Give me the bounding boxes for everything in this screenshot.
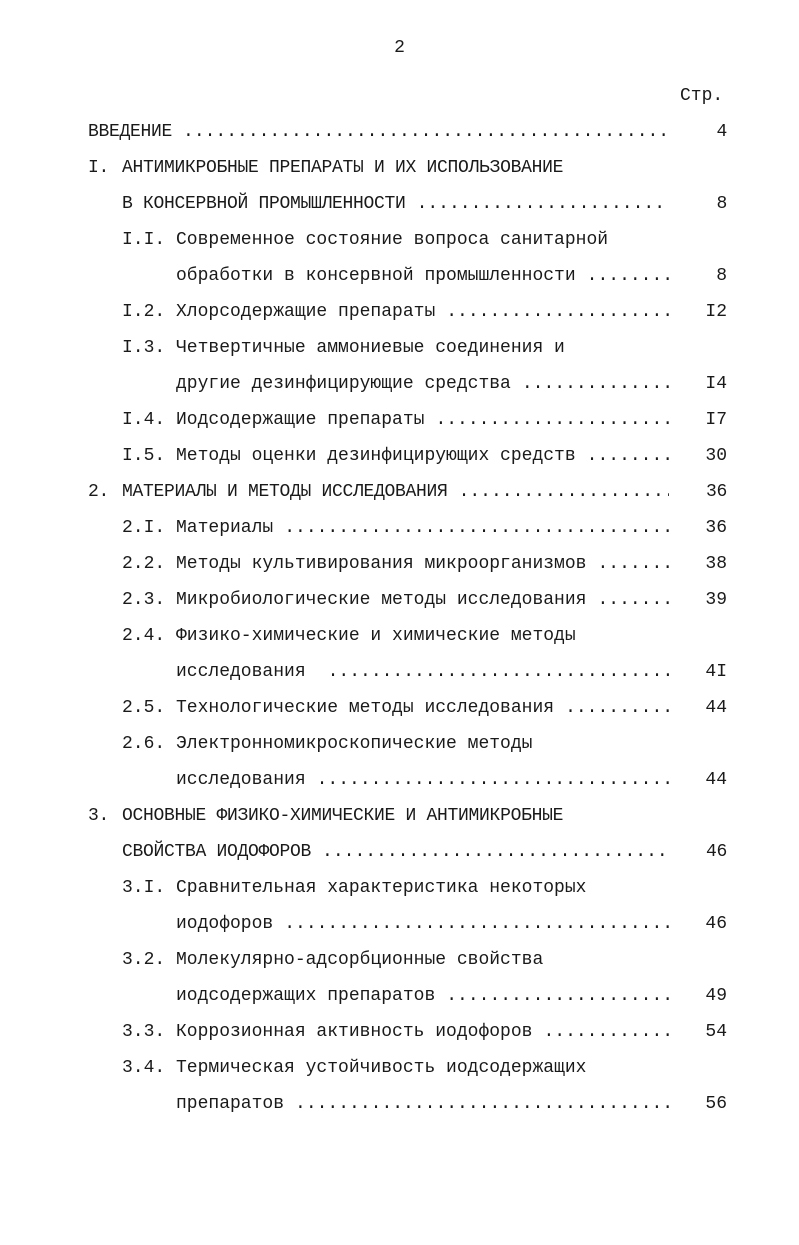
toc-entry-title: Современное состояние вопроса санитарной	[176, 230, 609, 250]
table-of-contents	[0, 114, 727, 1122]
toc-entry-title: Термическая устойчивость иодсодержащих	[176, 1058, 587, 1078]
dot-leader	[284, 510, 669, 546]
toc-entry-number: 3.2.	[122, 950, 166, 970]
toc-entry-number: 2.5.	[122, 698, 166, 718]
dot-leader	[446, 294, 669, 330]
dot-leader	[597, 582, 669, 618]
toc-section	[0, 618, 727, 654]
toc-entry-title-cont: В КОНСЕРВНОЙ ПРОМЫШЛЕННОСТИ	[122, 194, 406, 214]
toc-entry-title: Микробиологические методы исследования	[176, 590, 587, 610]
dot-leader	[317, 762, 669, 798]
dot-leader	[597, 546, 669, 582]
toc-entry-title: Иодсодержащие препараты	[176, 410, 425, 430]
toc-entry-title: Методы оценки дезинфицирующих средств	[176, 446, 576, 466]
dot-leader	[295, 1086, 669, 1122]
toc-entry-number: 3.	[88, 806, 110, 826]
toc-entry-title-cont: обработки в консервной промышленности	[176, 266, 576, 286]
toc-entry-title: Технологические методы исследования	[176, 698, 555, 718]
toc-section-continuation	[0, 906, 727, 942]
toc-section	[0, 870, 727, 906]
toc-entry-number: I.3.	[122, 338, 166, 358]
toc-entry-title: ВВЕДЕНИЕ	[88, 122, 173, 142]
dot-leader	[284, 906, 669, 942]
toc-section	[0, 582, 727, 618]
dot-leader	[543, 1014, 669, 1050]
toc-section	[0, 1050, 727, 1086]
toc-section-continuation	[0, 1086, 727, 1122]
toc-entry-title: Сравнительная характеристика некоторых	[176, 878, 587, 898]
toc-entry-page: 4	[716, 122, 727, 142]
toc-section	[0, 546, 727, 582]
toc-entry-page: 30	[705, 446, 727, 466]
dot-leader	[435, 402, 669, 438]
toc-section	[0, 942, 727, 978]
toc-entry-title: Молекулярно-адсорбционные свойства	[176, 950, 544, 970]
toc-entry-title: МАТЕРИАЛЫ И МЕТОДЫ ИССЛЕДОВАНИЯ	[122, 482, 448, 502]
toc-section	[0, 438, 727, 474]
dot-leader	[322, 834, 669, 870]
toc-entry-title: Четвертичные аммониевые соединения и	[176, 338, 565, 358]
toc-entry-page: I2	[705, 302, 727, 322]
toc-entry-number: 2.4.	[122, 626, 166, 646]
toc-entry-page: 4I	[705, 662, 727, 682]
toc-entry-title-cont: исследования	[176, 662, 306, 682]
toc-section	[0, 330, 727, 366]
toc-section	[0, 510, 727, 546]
toc-section	[0, 294, 727, 330]
toc-entry-number: I.4.	[122, 410, 166, 430]
toc-entry-number: 2.6.	[122, 734, 166, 754]
toc-entry-number: 2.I.	[122, 518, 166, 538]
toc-section-continuation	[0, 654, 727, 690]
toc-entry-page: 44	[705, 770, 727, 790]
dot-leader	[587, 438, 669, 474]
toc-section	[0, 726, 727, 762]
toc-entry-title-cont: препаратов	[176, 1094, 285, 1114]
dot-leader	[417, 186, 669, 222]
toc-entry-page: 44	[705, 698, 727, 718]
toc-entry-number: 3.I.	[122, 878, 166, 898]
toc-entry	[0, 114, 727, 150]
toc-entry-number: 2.3.	[122, 590, 166, 610]
toc-entry-number: I.2.	[122, 302, 166, 322]
toc-entry-page: 46	[705, 842, 727, 862]
toc-entry-title: Электронномикроскопические методы	[176, 734, 533, 754]
toc-entry-number: 3.4.	[122, 1058, 166, 1078]
toc-section-continuation	[0, 978, 727, 1014]
toc-entry-title-cont: другие дезинфицирующие средства	[176, 374, 511, 394]
toc-section-continuation	[0, 258, 727, 294]
toc-entry-number: 2.	[88, 482, 110, 502]
toc-entry-page: 46	[705, 914, 727, 934]
toc-chapter-continuation	[0, 186, 727, 222]
toc-entry-page: 38	[705, 554, 727, 574]
dot-leader	[522, 366, 669, 402]
toc-entry-page: 36	[705, 518, 727, 538]
dot-leader	[459, 474, 669, 510]
toc-section-continuation	[0, 762, 727, 798]
toc-entry-title-cont: иодофоров	[176, 914, 274, 934]
toc-entry-number: I.	[88, 158, 110, 178]
toc-chapter-continuation	[0, 834, 727, 870]
dot-leader	[446, 978, 669, 1014]
dot-leader	[328, 654, 669, 690]
toc-entry-title: Материалы	[176, 518, 274, 538]
toc-entry-title-cont: исследования	[176, 770, 306, 790]
toc-entry-title: ОСНОВНЫЕ ФИЗИКО-ХИМИЧЕСКИЕ И АНТИМИКРОБНЫЕ	[122, 806, 564, 826]
toc-entry-title: Методы культивирования микроорганизмов	[176, 554, 587, 574]
toc-entry-page: 54	[705, 1022, 727, 1042]
toc-entry-page: I4	[705, 374, 727, 394]
toc-entry-number: I.I.	[122, 230, 166, 250]
page-number: 2	[394, 38, 405, 58]
toc-section	[0, 1014, 727, 1050]
toc-entry-page: 8	[716, 266, 727, 286]
toc-section-continuation	[0, 366, 727, 402]
toc-section	[0, 222, 727, 258]
toc-entry-number: 3.3.	[122, 1022, 166, 1042]
dot-leader	[183, 114, 669, 150]
toc-entry-title: Физико-химические и химические методы	[176, 626, 576, 646]
toc-entry-page: 49	[705, 986, 727, 1006]
toc-chapter	[0, 798, 727, 834]
toc-entry-title: АНТИМИКРОБНЫЕ ПРЕПАРАТЫ И ИХ ИСПОЛЬЗОВАНИЕ	[122, 158, 564, 178]
toc-entry-title-cont: СВОЙСТВА ИОДОФОРОВ	[122, 842, 312, 862]
page-column-label: Стр.	[680, 86, 724, 106]
dot-leader	[565, 690, 669, 726]
toc-chapter	[0, 474, 727, 510]
toc-entry-number: I.5.	[122, 446, 166, 466]
toc-chapter	[0, 150, 727, 186]
toc-entry-page: 39	[705, 590, 727, 610]
toc-entry-page: I7	[705, 410, 727, 430]
toc-entry-page: 8	[716, 194, 727, 214]
toc-entry-number: 2.2.	[122, 554, 166, 574]
toc-section	[0, 690, 727, 726]
dot-leader	[587, 258, 669, 294]
toc-entry-page: 36	[705, 482, 727, 502]
toc-section	[0, 402, 727, 438]
toc-entry-title-cont: иодсодержащих препаратов	[176, 986, 436, 1006]
toc-entry-title: Коррозионная активность иодофоров	[176, 1022, 533, 1042]
toc-entry-page: 56	[705, 1094, 727, 1114]
toc-entry-title: Хлорсодержащие препараты	[176, 302, 436, 322]
